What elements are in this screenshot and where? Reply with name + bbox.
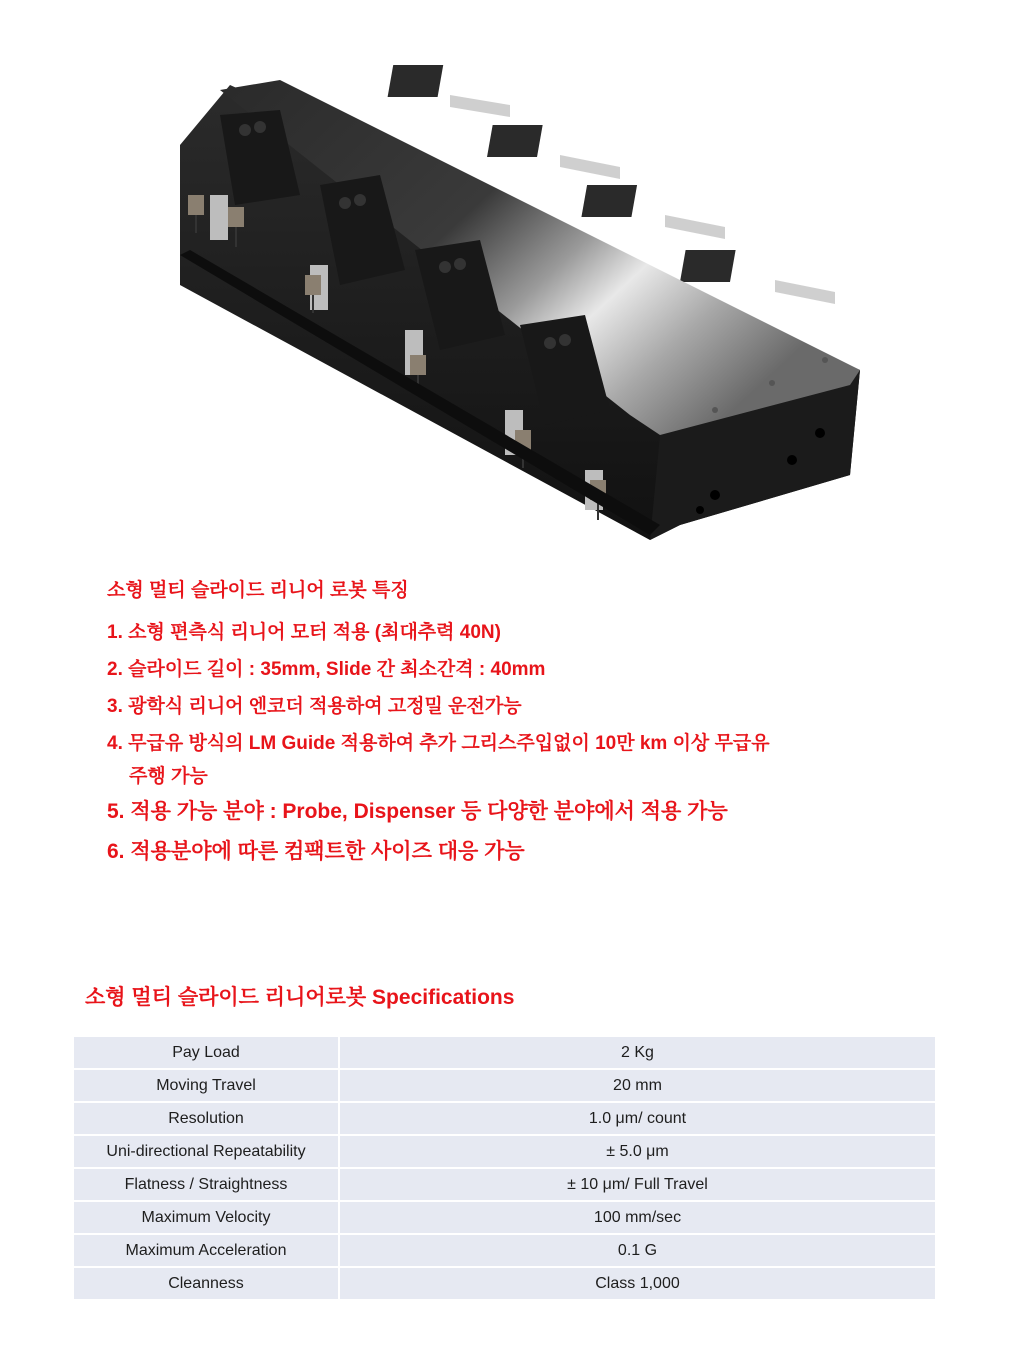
spec-label: Pay Load — [73, 1036, 339, 1069]
feature-item: 2. 슬라이드 길이 : 35mm, Slide 간 최소간격 : 40mm — [107, 659, 546, 680]
spec-value: ± 10 μm/ Full Travel — [339, 1168, 936, 1201]
spec-value: ± 5.0 μm — [339, 1135, 936, 1168]
specifications-table — [72, 1035, 937, 1301]
table-row — [73, 1201, 936, 1234]
spec-label: Uni-directional Repeatability — [73, 1135, 339, 1168]
table-row — [73, 1069, 936, 1102]
spec-label: Resolution — [73, 1102, 339, 1135]
specifications-title: 소형 멀티 슬라이드 리니어로봇 Specifications — [85, 986, 515, 1009]
features-heading: 소형 멀티 슬라이드 리니어 로봇 특징 — [107, 580, 409, 601]
spec-label: Maximum Acceleration — [73, 1234, 339, 1267]
spec-label: Moving Travel — [73, 1069, 339, 1102]
feature-item: 6. 적용분야에 따른 컴팩트한 사이즈 대응 가능 — [107, 840, 525, 863]
spec-label: Maximum Velocity — [73, 1201, 339, 1234]
product-image — [160, 55, 865, 560]
spec-value: 2 Kg — [339, 1036, 936, 1069]
table-row — [73, 1135, 936, 1168]
table-row — [73, 1234, 936, 1267]
spec-label: Flatness / Straightness — [73, 1168, 339, 1201]
feature-item: 3. 광학식 리니어 엔코더 적용하여 고정밀 운전가능 — [107, 696, 522, 717]
spec-value: 0.1 G — [339, 1234, 936, 1267]
feature-item: 1. 소형 편측식 리니어 모터 적용 (최대추력 40N) — [107, 622, 501, 643]
table-row — [73, 1102, 936, 1135]
table-row — [73, 1267, 936, 1300]
spec-value: 1.0 μm/ count — [339, 1102, 936, 1135]
features-section — [107, 576, 770, 872]
table-row — [73, 1036, 936, 1069]
feature-item: 5. 적용 가능 분야 : Probe, Dispenser 등 다양한 분야에서 적용 가능 — [107, 800, 728, 823]
spec-value: 100 mm/sec — [339, 1201, 936, 1234]
spec-value: 20 mm — [339, 1069, 936, 1102]
feature-item-continued: 주행 가능 — [129, 766, 208, 787]
spec-value: Class 1,000 — [339, 1267, 936, 1300]
feature-item: 4. 무급유 방식의 LM Guide 적용하여 추가 그리스주입없이 10만 km 이상 무급유 — [107, 733, 770, 754]
table-row — [73, 1168, 936, 1201]
spec-label: Cleanness — [73, 1267, 339, 1300]
